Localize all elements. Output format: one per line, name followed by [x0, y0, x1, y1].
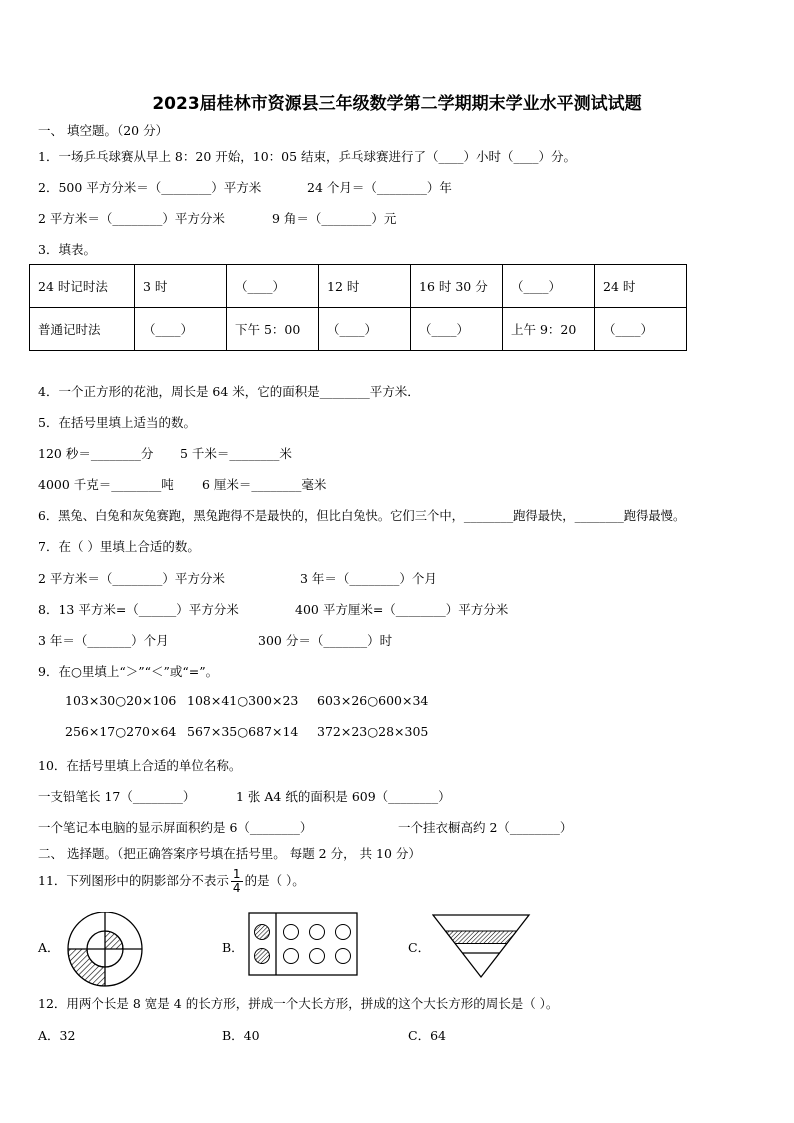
compare-item: 103×30○20×106	[65, 693, 177, 708]
question-8c: 3 年＝（_______）个月	[38, 633, 169, 648]
question-1: 1．一场乒乓球赛从早上 8：20 开始，10：05 结束，乒乓球赛进行了（____）小时（____）分。	[38, 149, 577, 164]
table-cell: （____）	[595, 308, 687, 351]
question-7: 7．在（ ）里填上合适的数。	[38, 539, 200, 554]
question-11	[38, 866, 305, 896]
shaded-band	[445, 931, 516, 944]
question-4: 4．一个正方形的花池，周长是 64 米，它的面积是________平方米．	[38, 384, 420, 399]
table-cell: （____）	[319, 308, 411, 351]
fraction-numerator: 1	[232, 867, 241, 881]
question-8d: 300 分＝（_______）时	[258, 633, 393, 648]
table-cell: 16 时 30 分	[411, 265, 503, 308]
table-cell: 普通记时法	[30, 308, 135, 351]
question-9: 9．在○里填上“＞”“＜”或“=”。	[38, 664, 219, 679]
circle-figure	[62, 912, 152, 988]
one-quarter-fraction	[231, 868, 243, 895]
question-7b: 3 年＝（________）个月	[300, 571, 437, 586]
question-5b: 5 千米＝________米	[180, 446, 292, 461]
question-2c: 2 平方米＝（________）平方分米	[38, 211, 225, 226]
option-a-label: A．	[38, 940, 60, 955]
compare-item: 256×17○270×64	[65, 724, 177, 739]
section-choice-heading: 二、 选择题。（把正确答案序号填在括号里。 每题 2 分， 共 10 分）	[38, 846, 421, 861]
option-c: C．64	[408, 1028, 446, 1043]
question-2b: 24 个月＝（________）年	[307, 180, 452, 195]
question-5a: 120 秒＝________分	[38, 446, 154, 461]
table-cell: 3 时	[135, 265, 227, 308]
empty-circle	[310, 925, 325, 940]
compare-item: 567×35○687×14	[187, 724, 299, 739]
table-cell: （____）	[227, 265, 319, 308]
empty-circle	[284, 925, 299, 940]
compare-item: 603×26○600×34	[317, 693, 429, 708]
question-6: 6．黑兔、白兔和灰兔赛跑，黑兔跑得不是最快的，但比白兔快。它们三个中，________跑得最快，________跑得最慢。	[38, 509, 686, 523]
fraction-denominator: 4	[232, 881, 241, 895]
question-2d: 9 角＝（________）元	[272, 211, 397, 226]
question-11-text-before: 11．下列图形中的阴影部分不表示	[38, 873, 229, 888]
question-3: 3．填表。	[38, 242, 96, 257]
table-cell: 上午 9：20	[503, 308, 595, 351]
shaded-circle	[255, 949, 270, 964]
table-cell: 下午 5：00	[227, 308, 319, 351]
time-conversion-table	[29, 264, 687, 351]
question-10d: 一个挂衣橱高约 2（________）	[398, 820, 573, 835]
outer-rectangle	[249, 913, 357, 975]
compare-item: 108×41○300×23	[187, 693, 299, 708]
shaded-circle	[255, 925, 270, 940]
section-fill-blank-heading: 一、 填空题。（20 分）	[38, 123, 169, 138]
option-b-label: B．	[222, 940, 244, 955]
empty-circle	[310, 949, 325, 964]
table-cell: 24 时记时法	[30, 265, 135, 308]
empty-circle	[284, 949, 299, 964]
empty-circle	[336, 949, 351, 964]
question-2a: 2．500 平方分米＝（________）平方米	[38, 180, 262, 195]
question-10a: 一支铅笔长 17（________）	[38, 789, 196, 804]
question-10: 10．在括号里填上合适的单位名称。	[38, 758, 242, 773]
question-12: 12．用两个长是 8 宽是 4 的长方形，拼成一个大长方形，拼成的这个大长方形的周长是（ ）。	[38, 996, 559, 1011]
shaded-outer-ring-quarter	[68, 949, 105, 986]
option-a: A．32	[38, 1028, 76, 1043]
question-8b: 400 平方厘米=（________）平方分米	[295, 602, 509, 617]
option-b: B．40	[222, 1028, 260, 1043]
question-5d: 6 厘米＝________毫米	[202, 477, 327, 492]
option-c-label: C．	[408, 940, 431, 955]
question-11-text-after: 的是（ ）。	[244, 873, 305, 888]
question-5: 5．在括号里填上适当的数。	[38, 415, 196, 430]
empty-circle	[336, 925, 351, 940]
question-8a: 8．13 平方米=（______）平方分米	[38, 602, 239, 617]
shaded-inner-quarter	[105, 931, 123, 949]
table-cell: 12 时	[319, 265, 411, 308]
table-cell: （____）	[135, 308, 227, 351]
table-cell: 24 时	[595, 265, 687, 308]
triangle-figure	[432, 914, 532, 980]
page-title: 2023届桂林市资源县三年级数学第二学期期末学业水平测试试题	[152, 94, 642, 114]
question-7a: 2 平方米＝（________）平方分米	[38, 571, 225, 586]
table-cell: （____）	[503, 265, 595, 308]
question-10c: 一个笔记本电脑的显示屏面积约是 6（________）	[38, 820, 313, 835]
compare-item: 372×23○28×305	[317, 724, 429, 739]
question-5c: 4000 千克＝________吨	[38, 477, 174, 492]
inverted-triangle	[433, 915, 529, 977]
question-10b: 1 张 A4 纸的面积是 609（________）	[236, 789, 451, 804]
table-cell: （____）	[411, 308, 503, 351]
grid-circles-figure	[248, 912, 360, 978]
